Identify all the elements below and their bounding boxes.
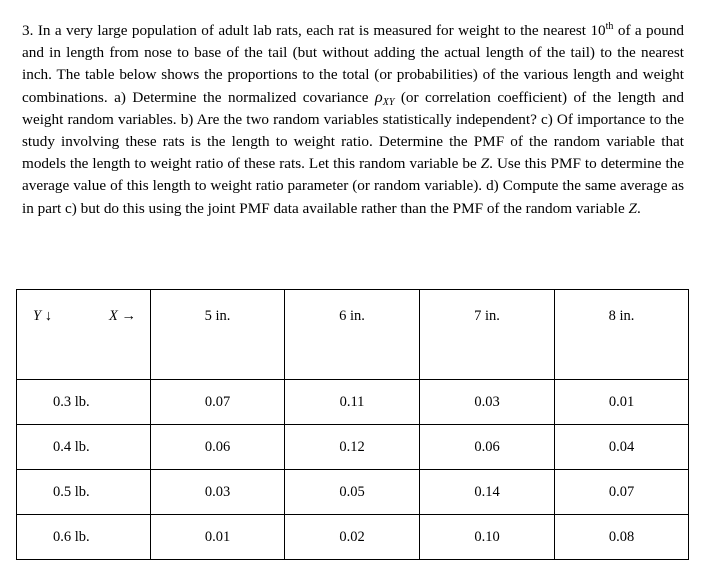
probability-cell: 0.02 [285, 515, 420, 560]
probability-cell: 0.01 [151, 515, 285, 560]
problem-text-part-3: (or correlation coefficient) of the length and weight random variables. b) Are the two random variables statistically independent? c) Of importance to the study involving these rats is the length to weight ratio. Determine the PMF of the random variable that models the length to weight ratio of these rats. Let this random variable be [22, 88, 685, 173]
y-axis-label: Y ↓ [33, 308, 52, 324]
probability-cell: 0.03 [420, 380, 555, 425]
problem-text-end: . [636, 199, 641, 217]
probability-cell: 0.11 [285, 380, 420, 425]
probability-cell: 0.07 [151, 380, 285, 425]
table-row [17, 470, 689, 515]
row-label: 0.3 lb. [17, 380, 151, 425]
probability-cell: 0.07 [555, 470, 689, 515]
ordinal-superscript: th [605, 21, 614, 32]
probability-cell: 0.05 [285, 470, 420, 515]
probability-cell: 0.10 [420, 515, 555, 560]
column-header-8-in: 8 in. [555, 290, 689, 380]
problem-text-part-4: . Use this PMF to determine the average value of this length to weight ratio parameter (or random variable). d) Compute the same average as in part c) but do this using the joint PMF data available rather than the PMF of the random variable [22, 155, 684, 217]
problem-text [22, 20, 684, 220]
joint-pmf-table [16, 289, 689, 560]
z-symbol: Z [480, 155, 490, 173]
probability-cell: 0.12 [285, 425, 420, 470]
column-header-7-in: 7 in. [420, 290, 555, 380]
row-label: 0.5 lb. [17, 470, 151, 515]
table-row [17, 515, 689, 560]
rho-xy-symbol [375, 89, 394, 106]
probability-cell: 0.04 [555, 425, 689, 470]
problem-text-part-1: In a very large population of adult lab rats, each rat is measured for weight to the nearest 10 [37, 22, 606, 39]
rho-letter: ρ [375, 88, 383, 106]
table-header-row [17, 290, 689, 380]
column-header-5-in: 5 in. [151, 290, 285, 380]
row-label: 0.6 lb. [17, 515, 151, 560]
x-axis-label: X → [109, 308, 136, 324]
column-header-6-in: 6 in. [285, 290, 420, 380]
probability-cell: 0.08 [555, 515, 689, 560]
z-symbol-end: Z [628, 199, 637, 217]
axis-corner-cell [17, 290, 151, 380]
row-label: 0.4 lb. [17, 425, 151, 470]
rho-subscript: XY [382, 96, 395, 108]
probability-cell: 0.01 [555, 380, 689, 425]
table-row [17, 380, 689, 425]
probability-cell: 0.03 [151, 470, 285, 515]
problem-text-part-2: of a pound and in length from nose to base of the tail (but without adding the actual length of the tail) to the nearest inch. The table below shows the proportions to the total (or probabilities) of the various length and weight combinations. a) Determine the normalized covariance [22, 22, 685, 106]
table-row [17, 425, 689, 470]
probability-cell: 0.06 [420, 425, 555, 470]
probability-cell: 0.14 [420, 470, 555, 515]
problem-number: 3. [22, 22, 34, 39]
probability-cell: 0.06 [151, 425, 285, 470]
